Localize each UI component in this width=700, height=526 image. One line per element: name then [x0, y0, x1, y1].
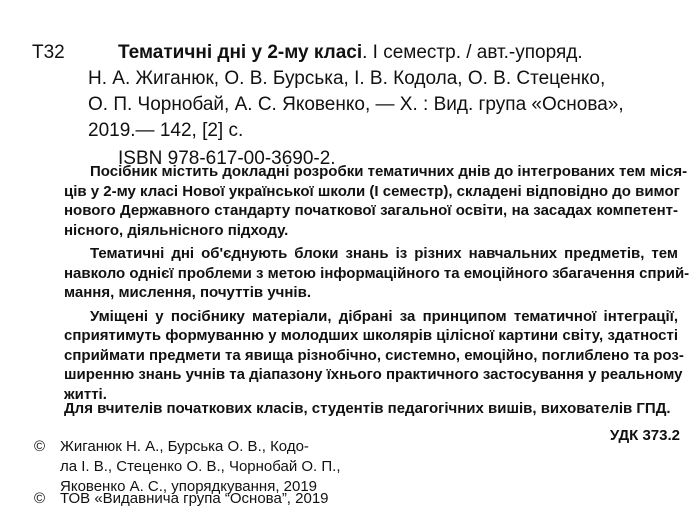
- paragraph-line: сприймати предмети та явища різнобічно, системно, емоційно, поглиблено та роз-: [64, 346, 684, 364]
- copyright-sign: ©: [34, 490, 46, 507]
- bib-line-4: 2019.— 142, [2] с.: [88, 120, 244, 141]
- catalog-code: Т32: [32, 42, 65, 63]
- annotation-paragraph: [38, 307, 684, 405]
- bib-line-1-rest: . І семестр. / авт.-упоряд.: [362, 42, 583, 63]
- bib-line-2: Н. А. Жиганюк, О. В. Бурська, І. В. Кодола, О. В. Стеценко,: [88, 68, 606, 89]
- paragraph-line: Уміщені у посібнику матеріали, дібрані за принципом тематичної інтеграції,: [90, 307, 678, 325]
- copyright-line: ла І. В., Стеценко О. В., Чорнобай О. П.,: [60, 458, 341, 475]
- paragraph-line: нового Державного стандарту початкової загальної освіти, на засадах компетент-: [64, 202, 678, 219]
- paragraph-line: ширенню знань учнів та діапазону їхнього практичного застосування у реальному: [64, 366, 683, 383]
- copyright-authors: [34, 437, 341, 497]
- copyright-line: Жиганюк Н. А., Бурська О. В., Кодо-: [60, 438, 309, 455]
- paragraph-line: ців у 2-му класі Нової української школи (І семестр), складені відповідно до вимог: [64, 182, 680, 200]
- bib-line-3: О. П. Чорнобай, А. С. Яковенко, — Х. : Вид. група «Основа»,: [88, 94, 624, 115]
- annotation-paragraph: [38, 244, 690, 303]
- paragraph-line: мання, мислення, почуттів учнів.: [64, 284, 311, 301]
- copyright-publisher: [34, 489, 329, 509]
- paragraph-line: навколо однієї проблеми з метою інформаційного та емоційного збагачення сприй-: [64, 264, 690, 282]
- copyright-text: [60, 489, 329, 509]
- annotation: [38, 162, 690, 408]
- annotation-paragraph: [38, 162, 688, 240]
- target-audience: Для вчителів початкових класів, студентів педагогічних вишів, вихователів ГПД.: [64, 400, 671, 417]
- udk-code: УДК 373.2: [609, 427, 680, 444]
- paragraph-line: Посібник містить докладні розробки тематичних днів до інтегрованих тем міся-: [90, 163, 688, 180]
- paragraph-line: Тематичні дні об'єднують блоки знань із різних навчальних предметів, тем: [90, 245, 678, 262]
- copyright-sign: ©: [34, 438, 46, 455]
- paragraph-line: нісного, діяльнісного підходу.: [64, 221, 289, 239]
- bib-line-1: [118, 40, 680, 66]
- book-title: Тематичні дні у 2-му класі: [118, 42, 363, 63]
- copyright-text: [60, 437, 341, 497]
- isbn: ISBN 978-617-00-3690-2.: [118, 148, 336, 169]
- paragraph-line: житті.: [64, 385, 107, 403]
- copyright-line: Яковенко А. С., упорядкування, 2019: [60, 478, 318, 495]
- paragraph-line: сприятимуть формуванню у молодших школярів цілісної картини світу, здатності: [64, 327, 678, 344]
- copyright-line: ТОВ «Видавнича група “Основа”, 2019: [60, 490, 329, 507]
- bibliographic-record: [88, 40, 680, 144]
